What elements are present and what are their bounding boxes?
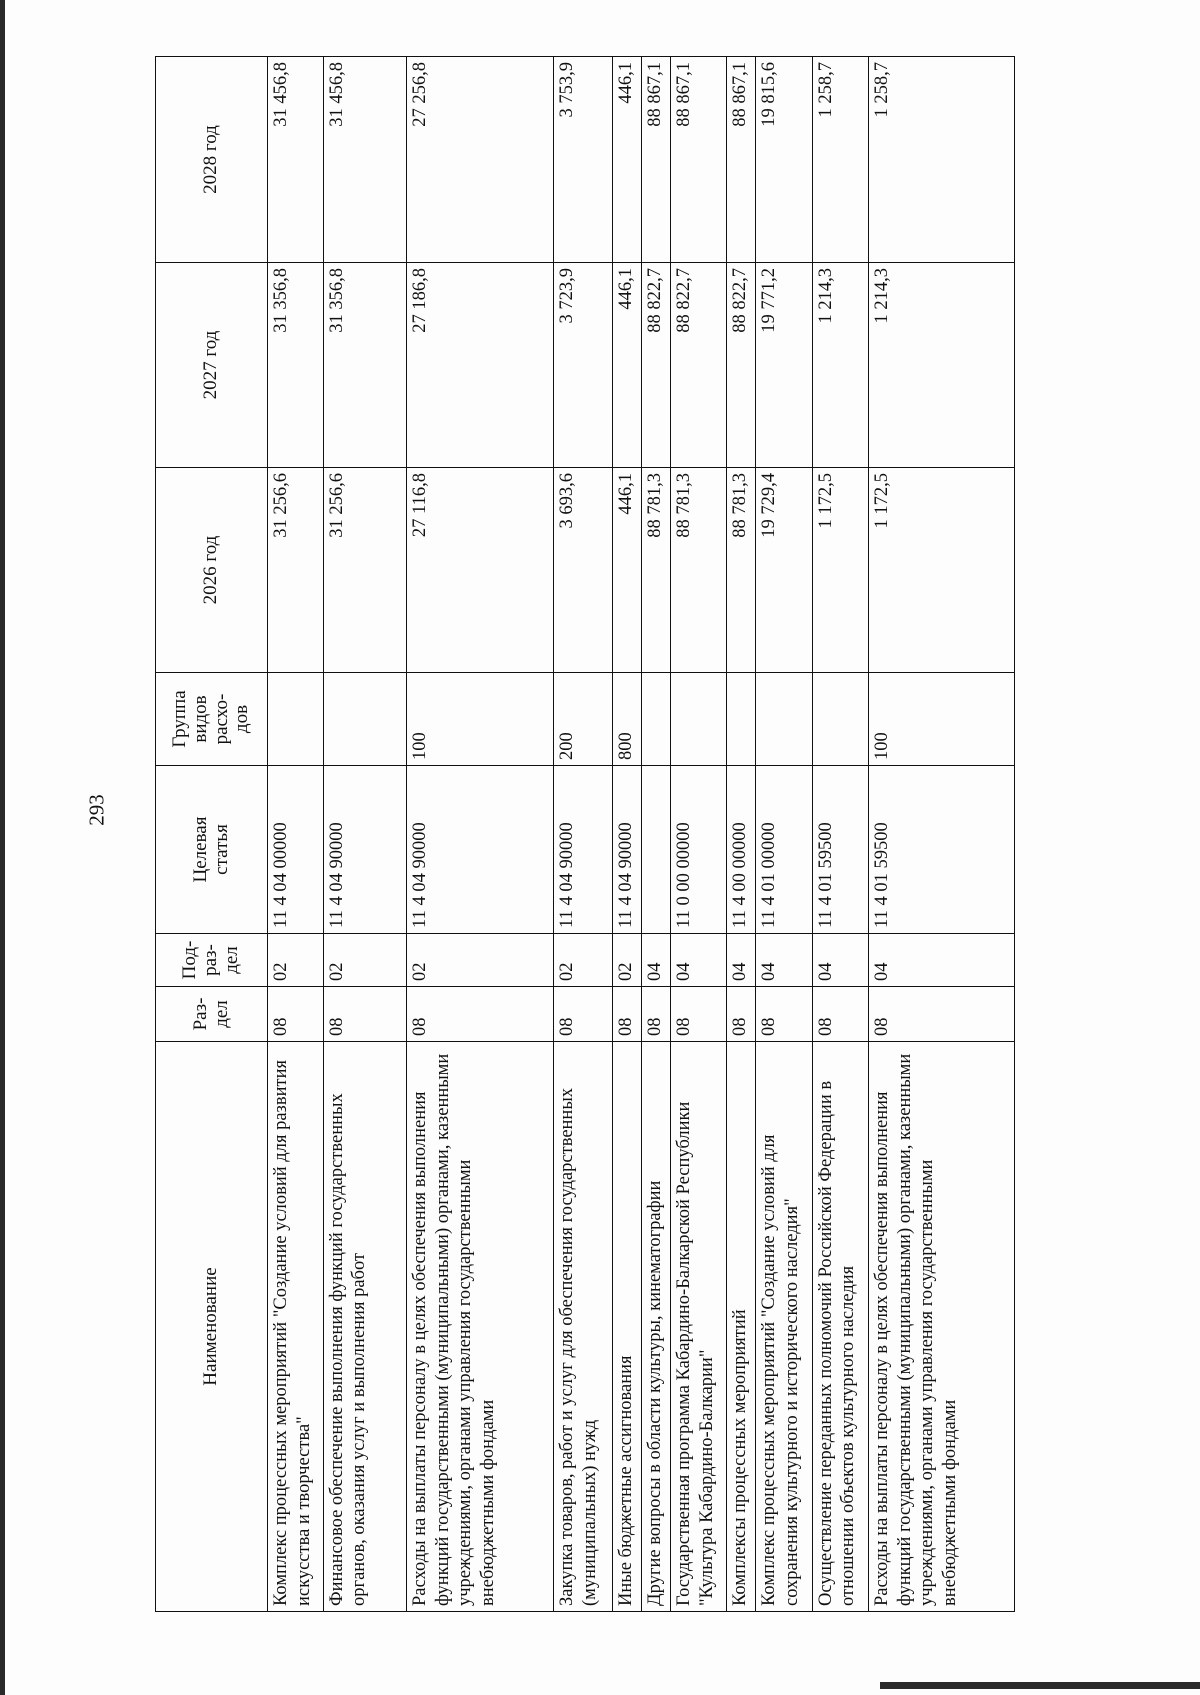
row-subsection: 04 <box>756 934 813 987</box>
row-value-2028: 3 753,9 <box>554 57 613 263</box>
row-value-2027: 88 822,7 <box>641 263 670 468</box>
budget-table <box>155 56 1015 1612</box>
row-group: 800 <box>612 673 641 766</box>
table-row <box>671 57 727 1612</box>
row-value-2027: 19 771,2 <box>756 263 813 468</box>
row-name: Другие вопросы в области культуры, кинематографии <box>641 1042 670 1612</box>
header-year-2027: 2027 год <box>156 263 268 468</box>
row-name: Закупка товаров, работ и услуг для обеспечения государственных (муниципальных) нужд <box>554 1042 613 1612</box>
row-group: 200 <box>554 673 613 766</box>
row-value-2027: 88 822,7 <box>726 263 755 468</box>
row-value-2028: 27 256,8 <box>407 57 554 263</box>
row-subsection: 02 <box>407 934 554 987</box>
row-subsection: 02 <box>612 934 641 987</box>
row-name: Комплексы процессных мероприятий <box>726 1042 755 1612</box>
table-row <box>869 57 1015 1612</box>
row-group <box>726 673 755 766</box>
row-group <box>812 673 869 766</box>
row-subsection: 04 <box>869 934 1015 987</box>
row-value-2028: 88 867,1 <box>671 57 727 263</box>
table-row <box>641 57 670 1612</box>
row-section: 08 <box>726 987 755 1042</box>
row-name: Расходы на выплаты персоналу в целях обеспечения выполнения функций государственными (муниципальными) органами, казенными учреждениями, органами управления государственными внебюджетными фондами <box>869 1042 1015 1612</box>
header-target-article: Целевая статья <box>156 766 268 934</box>
row-value-2028: 88 867,1 <box>641 57 670 263</box>
row-group <box>641 673 670 766</box>
row-name: Осуществление переданных полномочий Российской Федерации в отношении объектов культурного наследия <box>812 1042 869 1612</box>
row-subsection: 02 <box>554 934 613 987</box>
row-section: 08 <box>268 987 324 1042</box>
row-subsection: 04 <box>812 934 869 987</box>
row-name: Иные бюджетные ассигнования <box>612 1042 641 1612</box>
row-section: 08 <box>671 987 727 1042</box>
header-section: Раз- дел <box>156 987 268 1042</box>
table-row <box>407 57 554 1612</box>
row-value-2027: 3 723,9 <box>554 263 613 468</box>
row-value-2027: 446,1 <box>612 263 641 468</box>
row-target: 11 4 04 00000 <box>268 766 324 934</box>
row-target: 11 4 00 00000 <box>726 766 755 934</box>
page-number: 293 <box>84 794 109 826</box>
row-section: 08 <box>869 987 1015 1042</box>
row-section: 08 <box>554 987 613 1042</box>
header-year-2026: 2026 год <box>156 468 268 673</box>
table-row <box>756 57 813 1612</box>
row-value-2027: 27 186,8 <box>407 263 554 468</box>
row-value-2026: 446,1 <box>612 468 641 673</box>
row-group: 100 <box>407 673 554 766</box>
rotated-table-wrapper <box>155 57 1015 1612</box>
row-section: 08 <box>812 987 869 1042</box>
header-name: Наименование <box>156 1042 268 1612</box>
table-row <box>268 57 324 1612</box>
row-value-2028: 1 258,7 <box>869 57 1015 263</box>
table-row <box>554 57 613 1612</box>
row-value-2028: 31 456,8 <box>268 57 324 263</box>
row-value-2026: 1 172,5 <box>869 468 1015 673</box>
row-name: Государственная программа Кабардино-Балкарской Республики "Культура Кабардино-Балкарии" <box>671 1042 727 1612</box>
row-name: Финансовое обеспечение выполнения функций государственных органов, оказания услуг и выполнения работ <box>323 1042 407 1612</box>
row-subsection: 04 <box>671 934 727 987</box>
row-section: 08 <box>756 987 813 1042</box>
scan-edge-bottom <box>880 1682 1200 1689</box>
table-row <box>612 57 641 1612</box>
row-subsection: 02 <box>323 934 407 987</box>
row-value-2028: 446,1 <box>612 57 641 263</box>
row-section: 08 <box>407 987 554 1042</box>
row-value-2026: 88 781,3 <box>641 468 670 673</box>
row-value-2026: 1 172,5 <box>812 468 869 673</box>
row-value-2026: 31 256,6 <box>268 468 324 673</box>
row-subsection: 04 <box>726 934 755 987</box>
table-row <box>812 57 869 1612</box>
row-group <box>756 673 813 766</box>
row-value-2028: 88 867,1 <box>726 57 755 263</box>
row-subsection: 04 <box>641 934 670 987</box>
row-subsection: 02 <box>268 934 324 987</box>
row-value-2028: 19 815,6 <box>756 57 813 263</box>
scan-edge-left <box>0 0 5 1695</box>
row-value-2026: 31 256,6 <box>323 468 407 673</box>
table-row <box>323 57 407 1612</box>
row-value-2026: 19 729,4 <box>756 468 813 673</box>
row-value-2027: 1 214,3 <box>869 263 1015 468</box>
row-section: 08 <box>641 987 670 1042</box>
row-target: 11 4 01 59500 <box>812 766 869 934</box>
row-value-2028: 31 456,8 <box>323 57 407 263</box>
row-value-2028: 1 258,7 <box>812 57 869 263</box>
table-row <box>726 57 755 1612</box>
row-target: 11 4 04 90000 <box>323 766 407 934</box>
row-target: 11 4 01 59500 <box>869 766 1015 934</box>
row-name: Комплекс процессных мероприятий "Создание условий для сохранения культурного и исторического наследия" <box>756 1042 813 1612</box>
row-value-2027: 31 356,8 <box>268 263 324 468</box>
row-target <box>641 766 670 934</box>
row-value-2027: 31 356,8 <box>323 263 407 468</box>
row-target: 11 0 00 00000 <box>671 766 727 934</box>
row-value-2026: 88 781,3 <box>671 468 727 673</box>
row-group <box>268 673 324 766</box>
row-name: Расходы на выплаты персоналу в целях обеспечения выполнения функций государственными (муниципальными) органами, казенными учреждениями, органами управления государственными внебюджетными фондами <box>407 1042 554 1612</box>
row-target: 11 4 01 00000 <box>756 766 813 934</box>
header-year-2028: 2028 год <box>156 57 268 263</box>
row-group: 100 <box>869 673 1015 766</box>
row-group <box>323 673 407 766</box>
row-value-2027: 1 214,3 <box>812 263 869 468</box>
table-header-row <box>156 57 268 1612</box>
row-target: 11 4 04 90000 <box>612 766 641 934</box>
header-expense-group: Группа видов расхо- дов <box>156 673 268 766</box>
row-value-2026: 27 116,8 <box>407 468 554 673</box>
row-value-2027: 88 822,7 <box>671 263 727 468</box>
header-subsection: Под- раз- дел <box>156 934 268 987</box>
row-value-2026: 3 693,6 <box>554 468 613 673</box>
row-section: 08 <box>612 987 641 1042</box>
row-section: 08 <box>323 987 407 1042</box>
row-name: Комплекс процессных мероприятий "Создание условий для развития искусства и творчества" <box>268 1042 324 1612</box>
row-target: 11 4 04 90000 <box>554 766 613 934</box>
row-value-2026: 88 781,3 <box>726 468 755 673</box>
row-target: 11 4 04 90000 <box>407 766 554 934</box>
row-group <box>671 673 727 766</box>
